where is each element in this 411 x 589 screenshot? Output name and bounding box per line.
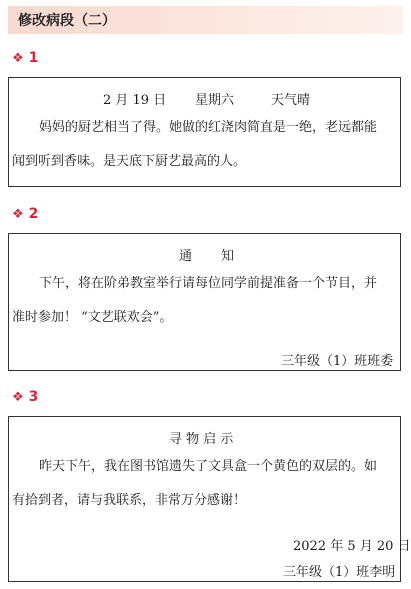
diary-line-2: 闻到听到香味。是天底下厨艺最高的人。: [12, 154, 247, 169]
section-title: 修改病段（二）: [18, 13, 116, 29]
question-1-label: ❖ 1: [12, 50, 39, 66]
lost-notice-line-1: 昨天下午，我在图书馆遗失了文具盒一个黄色的双层的。如: [39, 459, 378, 474]
notice-line-2: 准时参加！ “文艺联欢会”。: [12, 310, 173, 325]
lost-notice-line-2: 有拾到者，请与我联系，非常万分感谢！: [12, 493, 247, 508]
notice-line-1: 下午，将在阶弟教室举行请每位同学前提准备一个节目，并: [39, 276, 378, 291]
notice-title-char-2: 知: [221, 249, 235, 264]
diary-date: 2 月 19 日: [103, 93, 167, 108]
notice-title-char-1: 通: [179, 249, 193, 264]
diamond-bullet-icon: ❖: [12, 390, 24, 405]
diary-line-1: 妈妈的厨艺相当了得。她做的红浇肉简直是一绝，老远都能: [39, 120, 378, 135]
diary-weekday: 星期六: [195, 93, 235, 108]
question-2-label: ❖ 2: [12, 206, 39, 222]
diamond-bullet-icon: ❖: [12, 207, 24, 222]
question-3-box: [8, 416, 411, 582]
lost-notice-signature: 三年级（1）班李明: [283, 565, 396, 580]
lost-notice-date: 2022 年 5 月 20 日: [293, 539, 411, 554]
diamond-bullet-icon: ❖: [12, 51, 24, 66]
diary-weather: 天气晴: [271, 93, 311, 108]
question-3-label: ❖ 3: [12, 389, 39, 405]
lost-notice-title: 寻 物 启 示: [169, 432, 234, 447]
section-header: [8, 6, 403, 34]
question-2-box: [8, 233, 401, 371]
notice-signature: 三年级（1）班班委: [281, 354, 394, 369]
question-1-box: [8, 77, 401, 187]
